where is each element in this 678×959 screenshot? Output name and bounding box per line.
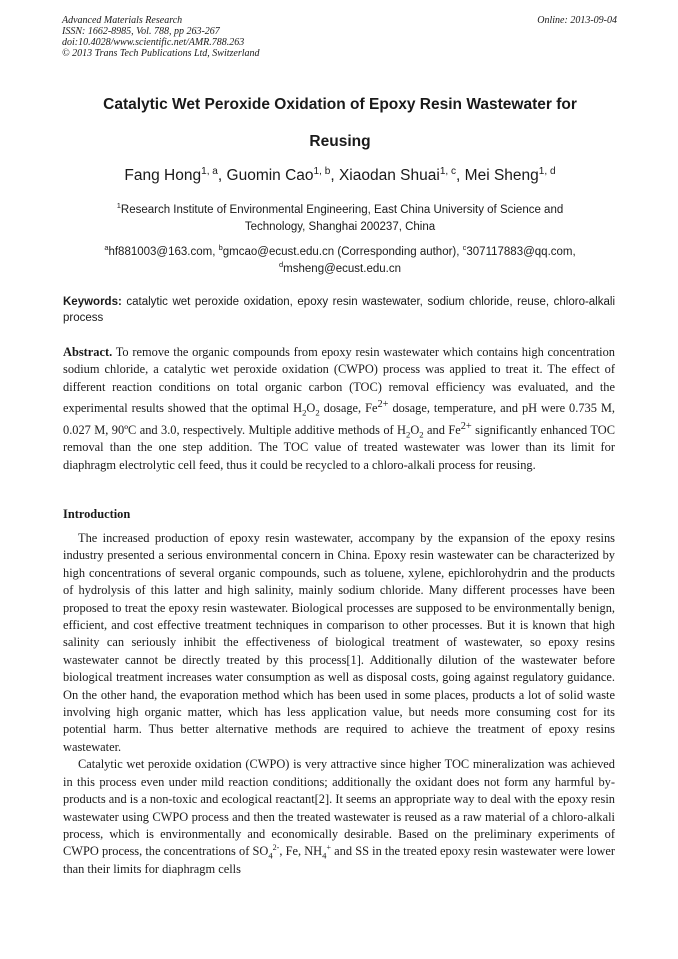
author-name: Fang Hong: [124, 167, 202, 184]
paragraph-text: Catalytic wet peroxide oxidation (CWPO) is very attractive since higher TOC mineralization was achieved in this process even under mild reaction conditions; additionally the oxidant does not form any harmful by-products and is a non-toxic and ecological reactant[2]. It seems an appropriate way to deal with the epoxy resin wastewater using CWPO process and then the treated wastewater is reused as a raw material of a chloro-alkali process, which is environmentally and economically desirable. Based on the preliminary experiments of CWPO process, the concentrations of SO: [63, 757, 615, 859]
intro-paragraph-2: [63, 756, 615, 878]
journal-header: [62, 15, 617, 59]
author-separator: ,: [217, 167, 227, 184]
online-date: Online: 2013-09-04: [537, 15, 617, 26]
author-name: Mei Sheng: [464, 167, 539, 184]
subscript: 2: [302, 407, 307, 418]
author-emails: [70, 244, 610, 278]
abstract-text: O: [410, 422, 420, 437]
abstract-text: To remove the organic compounds from epoxy resin wastewater which contains high concentration sodium chloride, a catalytic wet peroxide oxidation (CWPO) process was applied to treat it. The effect of different reaction conditions on total organic carbon (TOC) removal efficiency was evaluated, and the experimental results showed that the optimal H: [63, 345, 615, 416]
abstract-label: Abstract.: [63, 345, 113, 359]
keywords: [63, 294, 615, 326]
subscript: 2: [419, 429, 424, 440]
subscript: 4: [268, 850, 273, 861]
email-mark: d: [279, 260, 284, 270]
author-name: Xiaodan Shuai: [338, 167, 440, 184]
author-separator: ,: [330, 167, 339, 184]
superscript: +: [326, 843, 332, 853]
email-mark: a: [104, 243, 109, 253]
email-mark: b: [218, 243, 223, 253]
email-link[interactable]: hf881003@163.com,: [108, 246, 219, 258]
affiliation-mark: 1: [116, 201, 121, 211]
author-affiliation-mark: 1, a: [201, 165, 218, 177]
paper-title: [60, 86, 620, 160]
author-affiliation-mark: 1, c: [439, 165, 457, 177]
keywords-text: catalytic wet peroxide oxidation, epoxy resin wastewater, sodium chloride, reuse, chloro-alkali process: [63, 296, 615, 324]
subscript: 4: [322, 850, 327, 861]
section-heading-introduction: Introduction: [63, 507, 131, 521]
keywords-label: Keywords:: [63, 296, 122, 308]
author-affiliation-mark: 1, b: [313, 165, 331, 177]
email-link[interactable]: gmcao@ecust.edu.cn (Corresponding author),: [222, 246, 463, 258]
title-line-1: Catalytic Wet Peroxide Oxidation of Epoxy Resin Wastewater for: [103, 96, 577, 113]
doi-line: doi:10.4028/www.scientific.net/AMR.788.263: [62, 37, 245, 48]
title-line-2: Reusing: [309, 133, 371, 150]
introduction-body: [63, 530, 615, 878]
affiliation: [80, 202, 600, 236]
superscript: 2+: [460, 420, 472, 432]
abstract-text: dosage, temperature, and pH were 0.735 M, 0.027 M, 90ºC and 3.0, respectively. Multiple additive methods of H: [63, 401, 615, 437]
email-mark: c: [462, 243, 467, 253]
superscript: 2+: [377, 399, 389, 411]
author-name: Guomin Cao: [226, 167, 314, 184]
abstract-text: dosage, Fe: [319, 401, 378, 416]
abstract-text: O: [306, 401, 316, 416]
copyright-line: © 2013 Trans Tech Publications Ltd, Switzerland: [62, 48, 260, 59]
author-list: [60, 166, 620, 186]
subscript: 2: [315, 407, 320, 418]
paragraph-text: and SS in the treated epoxy resin wastewater were lower than their limits for diaphragm cells: [63, 844, 615, 876]
subscript: 2: [406, 429, 411, 440]
paragraph-text: , Fe, NH: [279, 844, 323, 859]
journal-name: Advanced Materials Research: [62, 15, 183, 26]
abstract-text: and Fe: [423, 422, 461, 437]
superscript: 2-: [272, 843, 280, 853]
affiliation-line-1: Research Institute of Environmental Engineering, East China University of Science and: [120, 204, 564, 216]
intro-paragraph-1: The increased production of epoxy resin wastewater, accompany by the expansion of the epoxy resins industry presented a serious environmental concern in China. Epoxy resin wastewater can be characterized by high concentrations of several organic compounds, such as toluene, xylene, epichlorohydrin and the products of hydrolysis of this latter and high salinity, mainly sodium chloride. Many different processes have been proposed to treat the epoxy resin wastewater. Biological processes are supposed to be environmentally benign, efficient, and cost effective treatment techniques in comparison to other processes. But it is known that high salinity can seriously inhibit the effectiveness of biological treatment of wastewater, so epoxy resins wastewater cannot be directly treated by this process[1]. Additionally dilution of the wastewater before biological treatment increases water consumption as well as disposal costs, going against regulatory guidance. On the other hand, the evaporation method which has been used in some places, products a lot of solid waste involving high organic matter, which has less application value, but needs more consuming cost for its potential harm. Thus better alternative methods are required to achieve the treatment of epoxy resins wastewater.: [63, 531, 615, 754]
email-link[interactable]: 307117883@qq.com,: [466, 246, 576, 258]
author-separator: ,: [456, 167, 465, 184]
abstract-text: significantly enhanced TOC removal than the one step addition. The TOC value of treated wastewater was lower than its limit for diaphragm electrolytic cell feed, thus it could be recycled to a chloro-alkali process for reusing.: [63, 422, 615, 472]
abstract: [63, 344, 615, 474]
affiliation-line-2: Technology, Shanghai 200237, China: [244, 221, 436, 233]
issn-line: ISSN: 1662-8985, Vol. 788, pp 263-267: [62, 26, 220, 37]
author-affiliation-mark: 1, d: [538, 165, 556, 177]
email-link[interactable]: msheng@ecust.edu.cn: [283, 263, 401, 275]
